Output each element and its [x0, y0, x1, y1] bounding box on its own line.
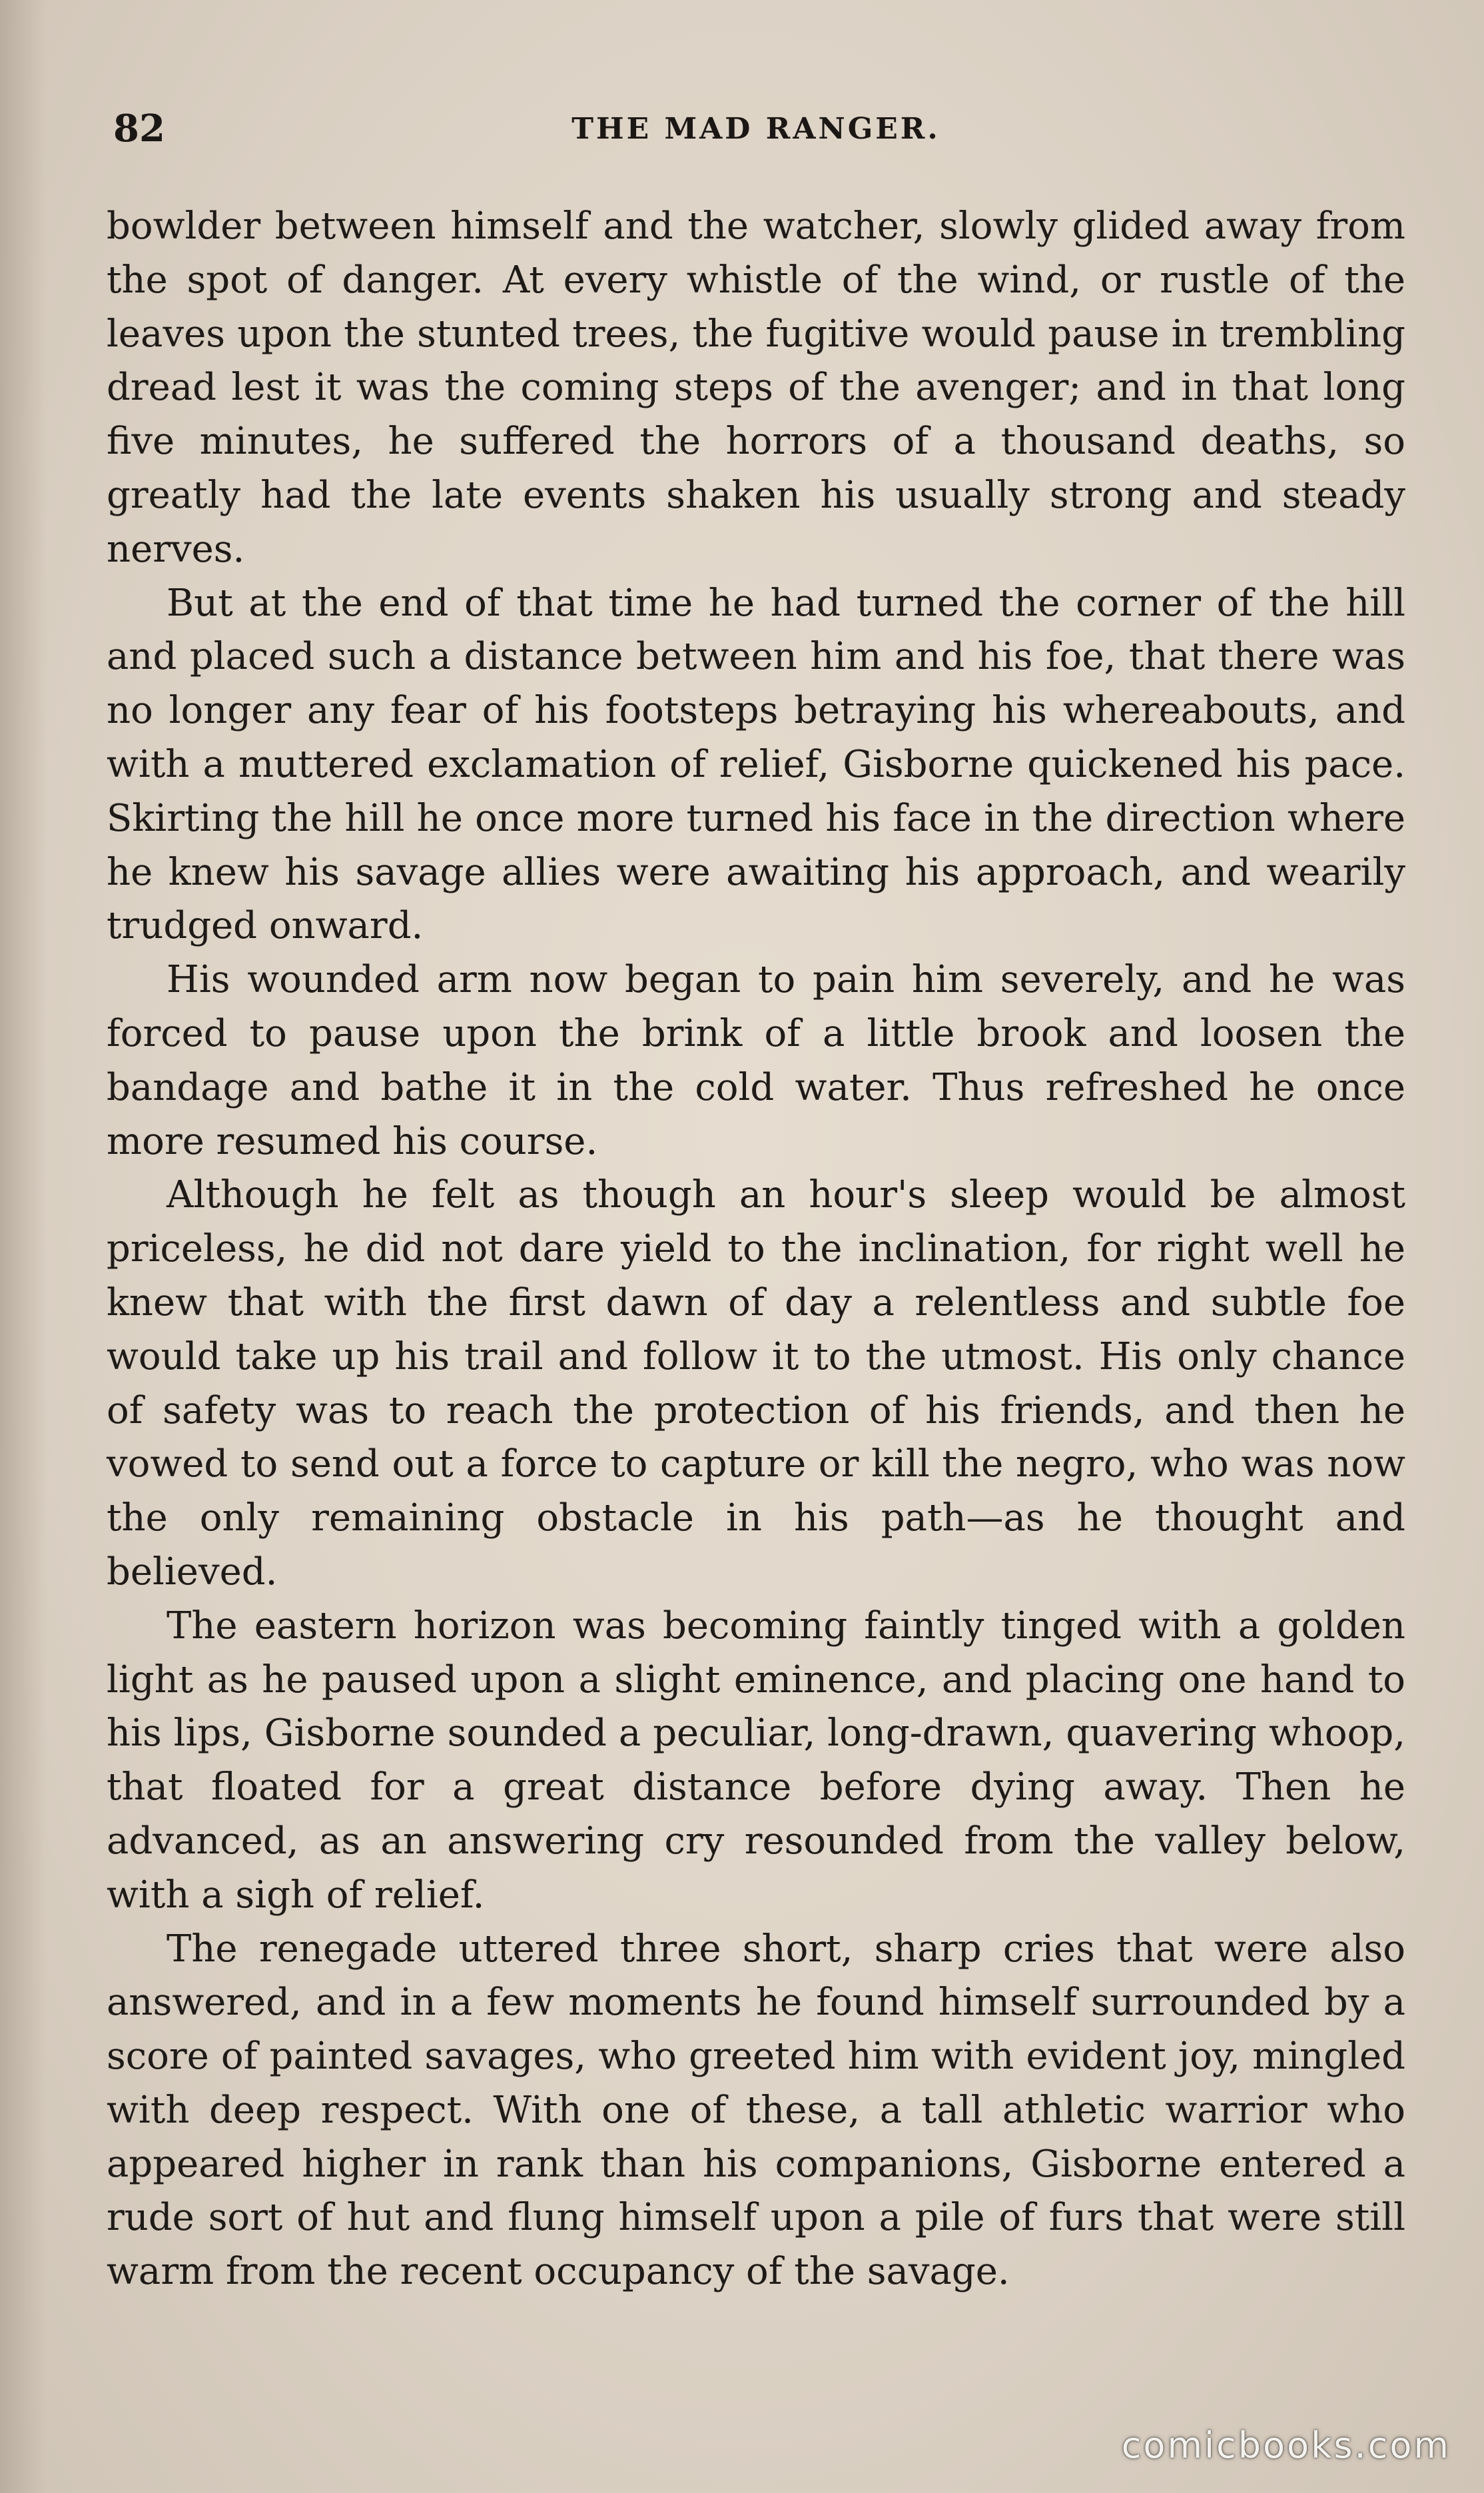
paragraph: bowlder between himself and the watcher, slowly glided away from the spot of danger. At every whistle of the wind, or rustle of the leaves upon the stunted trees, the fugitive would pause in trembling dread lest it was the coming steps of the avenger; and in that long five minutes, he suffered the horrors of a thousand deaths, so greatly had the late events shaken his usually strong and steady nerves. [107, 205, 1405, 571]
page-number: 82 [113, 107, 165, 151]
paragraph: His wounded arm now began to pain him severely, and he was forced to pause upon the brink of a little brook and loosen the bandage and bathe it in the cold water. Thus refreshed he once more resumed his course. [107, 958, 1405, 1163]
paragraph: Although he felt as though an hour's sleep would be almost priceless, he did not dare yield to the inclination, for right well he knew that with the first dawn of day a relentless and subtle foe would take up his trail and follow it to the utmost. His only chance of safety was to reach the protection of his friends, and then he vowed to send out a force to capture or kill the negro, who was now the only remaining obstacle in his path—as he thought and believed. [107, 1173, 1405, 1594]
paragraph: The eastern horizon was becoming faintly tinged with a golden light as he paused upon a slight eminence, and placing one hand to his lips, Gisborne sounded a peculiar, long-drawn, quavering whoop, that floated for a great distance before dying away. Then he advanced, as an answering cry resounded from the valley below, with a sigh of relief. [107, 1604, 1405, 1917]
watermark: comicbooks.com [1121, 2424, 1451, 2466]
body-text [107, 200, 1405, 2299]
running-title: THE MAD RANGER. [571, 112, 940, 146]
page-header [107, 107, 1405, 160]
paragraph: But at the end of that time he had turned the corner of the hill and placed such a distance between him and his foe, that there was no longer any fear of his footsteps betraying his whereabouts, and with a muttered exclamation of relief, Gisborne quickened his pace. Skirting the hill he once more turned his face in the direction where he knew his savage allies were awaiting his approach, and wearily trudged onward. [107, 581, 1405, 948]
paragraph: The renegade uttered three short, sharp cries that were also answered, and in a few moments he found himself surrounded by a score of painted savages, who greeted him with evident joy, mingled with deep respect. With one of these, a tall athletic warrior who appeared higher in rank than his companions, Gisborne entered a rude sort of hut and flung himself upon a pile of furs that were still warm from the recent occupancy of the savage. [107, 1927, 1405, 2294]
